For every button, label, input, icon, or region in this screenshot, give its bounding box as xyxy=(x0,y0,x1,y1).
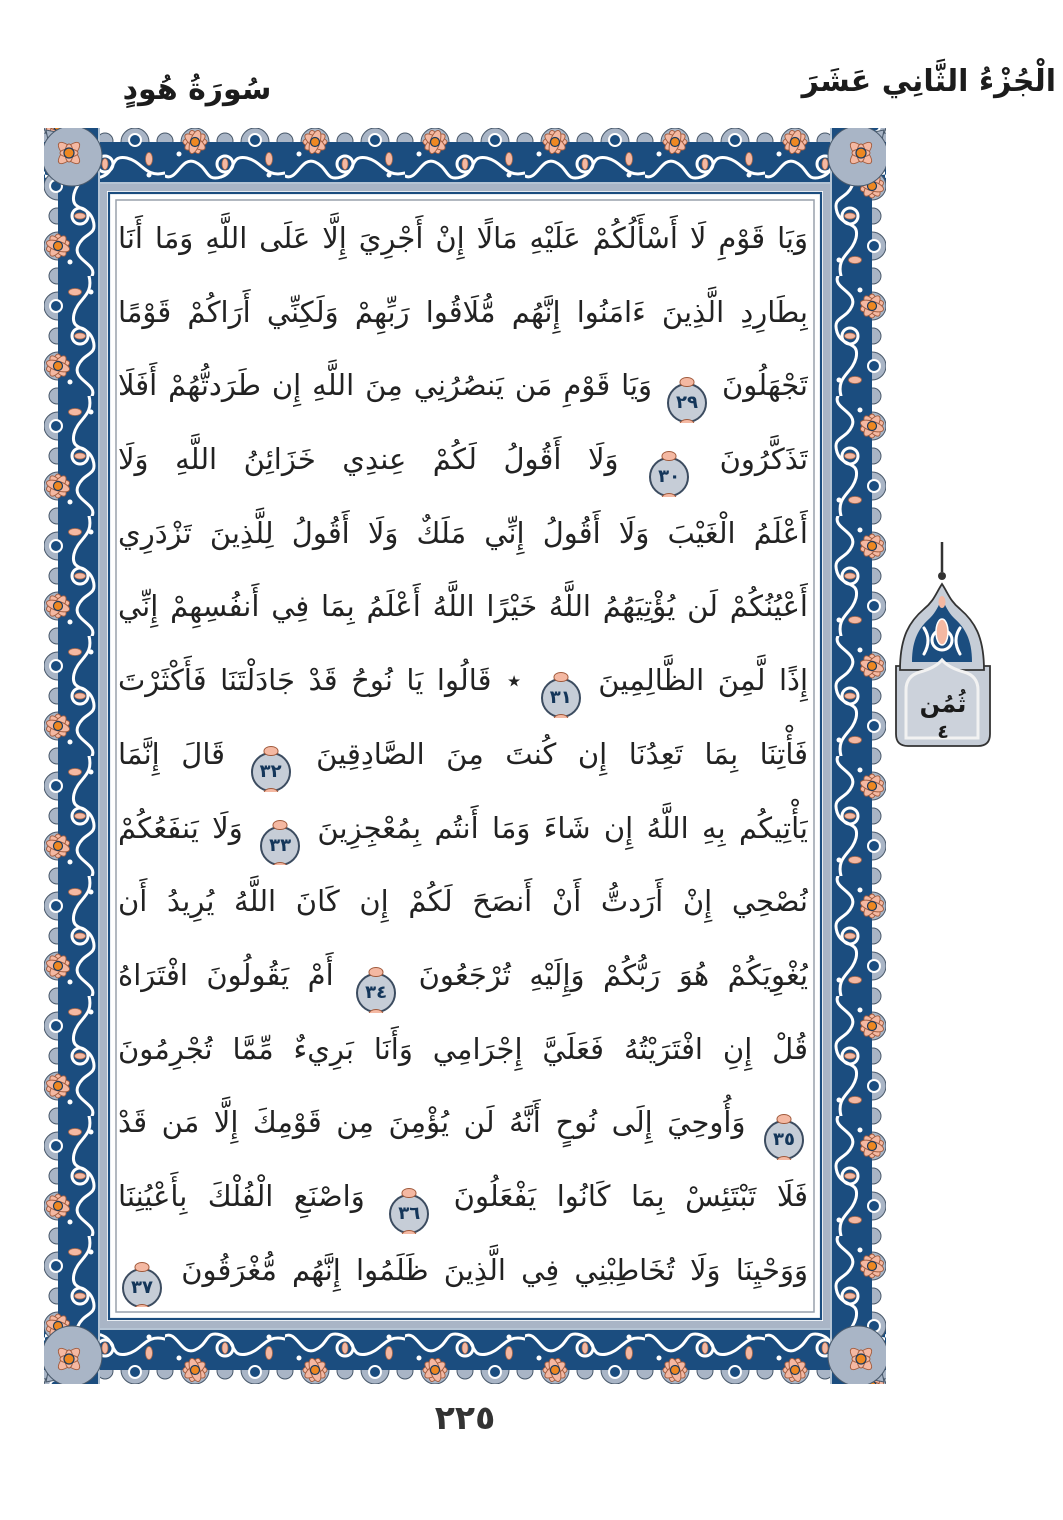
border-bottom-band xyxy=(44,1328,886,1384)
corner-bottom-right xyxy=(828,1326,886,1384)
verse-number-badge: ٣٦ xyxy=(389,1194,429,1234)
verse-number-badge: ٣١ xyxy=(541,678,581,718)
dome-salmon-tip xyxy=(939,596,946,608)
ayah-text: وَاصْنَعِ الْفُلْكَ بِأَعْيُنِنَا xyxy=(118,1178,365,1213)
border-left-band xyxy=(44,128,100,1384)
ayah-text: قَالَ إِنَّمَا xyxy=(118,736,226,771)
quran-line-11 xyxy=(118,939,808,1013)
quran-line-8 xyxy=(118,718,808,792)
corner-bottom-left xyxy=(44,1326,102,1384)
dome-salmon-drop xyxy=(936,619,948,645)
quran-line-13 xyxy=(118,1086,808,1160)
ayah-text: وَأُوحِيَ إِلَى نُوحٍ أَنَّهُ لَن يُؤْمِنَ مِن قَوْمِكَ إِلَّا مَن قَدْ xyxy=(118,1105,746,1140)
ayah-text: يُغْوِيَكُمْ هُوَ رَبُّكُمْ وَإِلَيْهِ تُرْجَعُونَ xyxy=(418,957,808,992)
ayah-text: إِذًا لَّمِنَ الظَّالِمِينَ xyxy=(598,663,808,698)
ayah-text: يَأْتِيكُم بِهِ اللَّهُ إِن شَاءَ وَمَا أَنتُم بِمُعْجِزِينَ xyxy=(317,810,808,845)
ayah-text: نُصْحِي إِنْ أَرَدتُّ أَنْ أَنصَحَ لَكُمْ إِن كَانَ اللَّهُ يُرِيدُ أَن xyxy=(118,884,808,919)
quran-line-6 xyxy=(118,570,808,644)
page-number: ٢٢٥ xyxy=(434,1398,496,1437)
quran-line-12 xyxy=(118,1013,808,1087)
border-right-band xyxy=(830,128,886,1384)
ayah-text: وَلَا أَقُولُ لَكُمْ عِندِي خَزَائِنُ اللَّهِ وَلَا xyxy=(118,442,619,477)
ayah-text: أَعْيُنُكُمْ لَن يُؤْتِيَهُمُ اللَّهُ خَيْرًا اللَّهُ أَعْلَمُ بِمَا فِي أَنفُسِهِمْ إِنِّي xyxy=(118,589,808,624)
quran-line-14 xyxy=(118,1160,808,1234)
hizb-marker xyxy=(890,540,996,752)
verse-number-badge: ٣٣ xyxy=(260,826,300,866)
quran-line-15 xyxy=(118,1234,808,1308)
quran-line-1 xyxy=(118,202,808,276)
marker-label: ثُمُن xyxy=(919,690,967,718)
quran-line-5 xyxy=(118,497,808,571)
verse-number-badge: ٣٢ xyxy=(251,752,291,792)
rub-el-hizb-star: ٭ xyxy=(507,666,522,697)
corner-top-right xyxy=(828,128,886,186)
juz-header: الْجُزْءُ الثَّانِي عَشَرَ xyxy=(801,64,1056,99)
quran-line-9 xyxy=(118,792,808,866)
verse-number-badge: ٣٧ xyxy=(122,1268,162,1308)
verse-number-badge: ٣٥ xyxy=(764,1120,804,1160)
quran-line-7 xyxy=(118,644,808,718)
verse-number-badge: ٣٠ xyxy=(649,457,689,497)
ayah-text: فَلَا تَبْتَئِسْ بِمَا كَانُوا يَفْعَلُونَ xyxy=(453,1178,808,1213)
marker-line-dot xyxy=(938,572,946,580)
ayah-text: أَعْلَمُ الْغَيْبَ وَلَا أَقُولُ إِنِّي مَلَكٌ وَلَا أَقُولُ لِلَّذِينَ تَزْدَرِي xyxy=(118,515,808,550)
ayah-text: وَيَا قَوْمِ مَن يَنصُرُنِي مِنَ اللَّهِ إِن طَرَدتُّهُمْ أَفَلَا xyxy=(118,368,653,403)
ayah-text: وَوَحْيِنَا وَلَا تُخَاطِبْنِي فِي الَّذِينَ ظَلَمُوا إِنَّهُم مُّغْرَقُونَ xyxy=(181,1252,808,1287)
ayah-text: وَلَا يَنفَعُكُمْ xyxy=(118,810,243,845)
ayah-text: بِطَارِدِ الَّذِينَ ءَامَنُوا إِنَّهُم مُّلَاقُوا رَبِّهِمْ وَلَكِنِّي أَرَاكُمْ قَوْمًا xyxy=(118,294,808,329)
quran-line-3 xyxy=(118,349,808,423)
ayah-text: تَذَكَّرُونَ xyxy=(719,442,808,477)
quran-line-2 xyxy=(118,276,808,350)
surah-header: سُورَةُ هُودٍ xyxy=(122,72,272,107)
ayah-text: وَيَا قَوْمِ لَا أَسْأَلُكُمْ عَلَيْهِ مَالًا إِنْ أَجْرِيَ إِلَّا عَلَى اللَّهِ وَمَا أَنَا xyxy=(118,221,808,255)
ayah-text: تَجْهَلُونَ xyxy=(721,368,808,403)
quran-line-4 xyxy=(118,423,808,497)
verse-number-badge: ٢٩ xyxy=(667,383,707,423)
quran-line-10 xyxy=(118,865,808,939)
quran-text xyxy=(118,202,808,1308)
corner-top-left xyxy=(44,128,102,186)
ayah-text: أَمْ يَقُولُونَ افْتَرَاهُ xyxy=(118,957,334,992)
ayah-text: قَالُوا يَا نُوحُ قَدْ جَادَلْتَنَا فَأَكْثَرْتَ xyxy=(118,663,492,698)
marker-number: ٤ xyxy=(937,721,949,743)
border-top-band xyxy=(44,128,886,184)
verse-number-badge: ٣٤ xyxy=(356,973,396,1013)
ayah-text: قُلْ إِنِ افْتَرَيْتُهُ فَعَلَيَّ إِجْرَامِي وَأَنَا بَرِيءٌ مِّمَّا تُجْرِمُونَ xyxy=(118,1031,808,1066)
ayah-text: فَأْتِنَا بِمَا تَعِدُنَا إِن كُنتَ مِنَ الصَّادِقِينَ xyxy=(316,736,808,771)
